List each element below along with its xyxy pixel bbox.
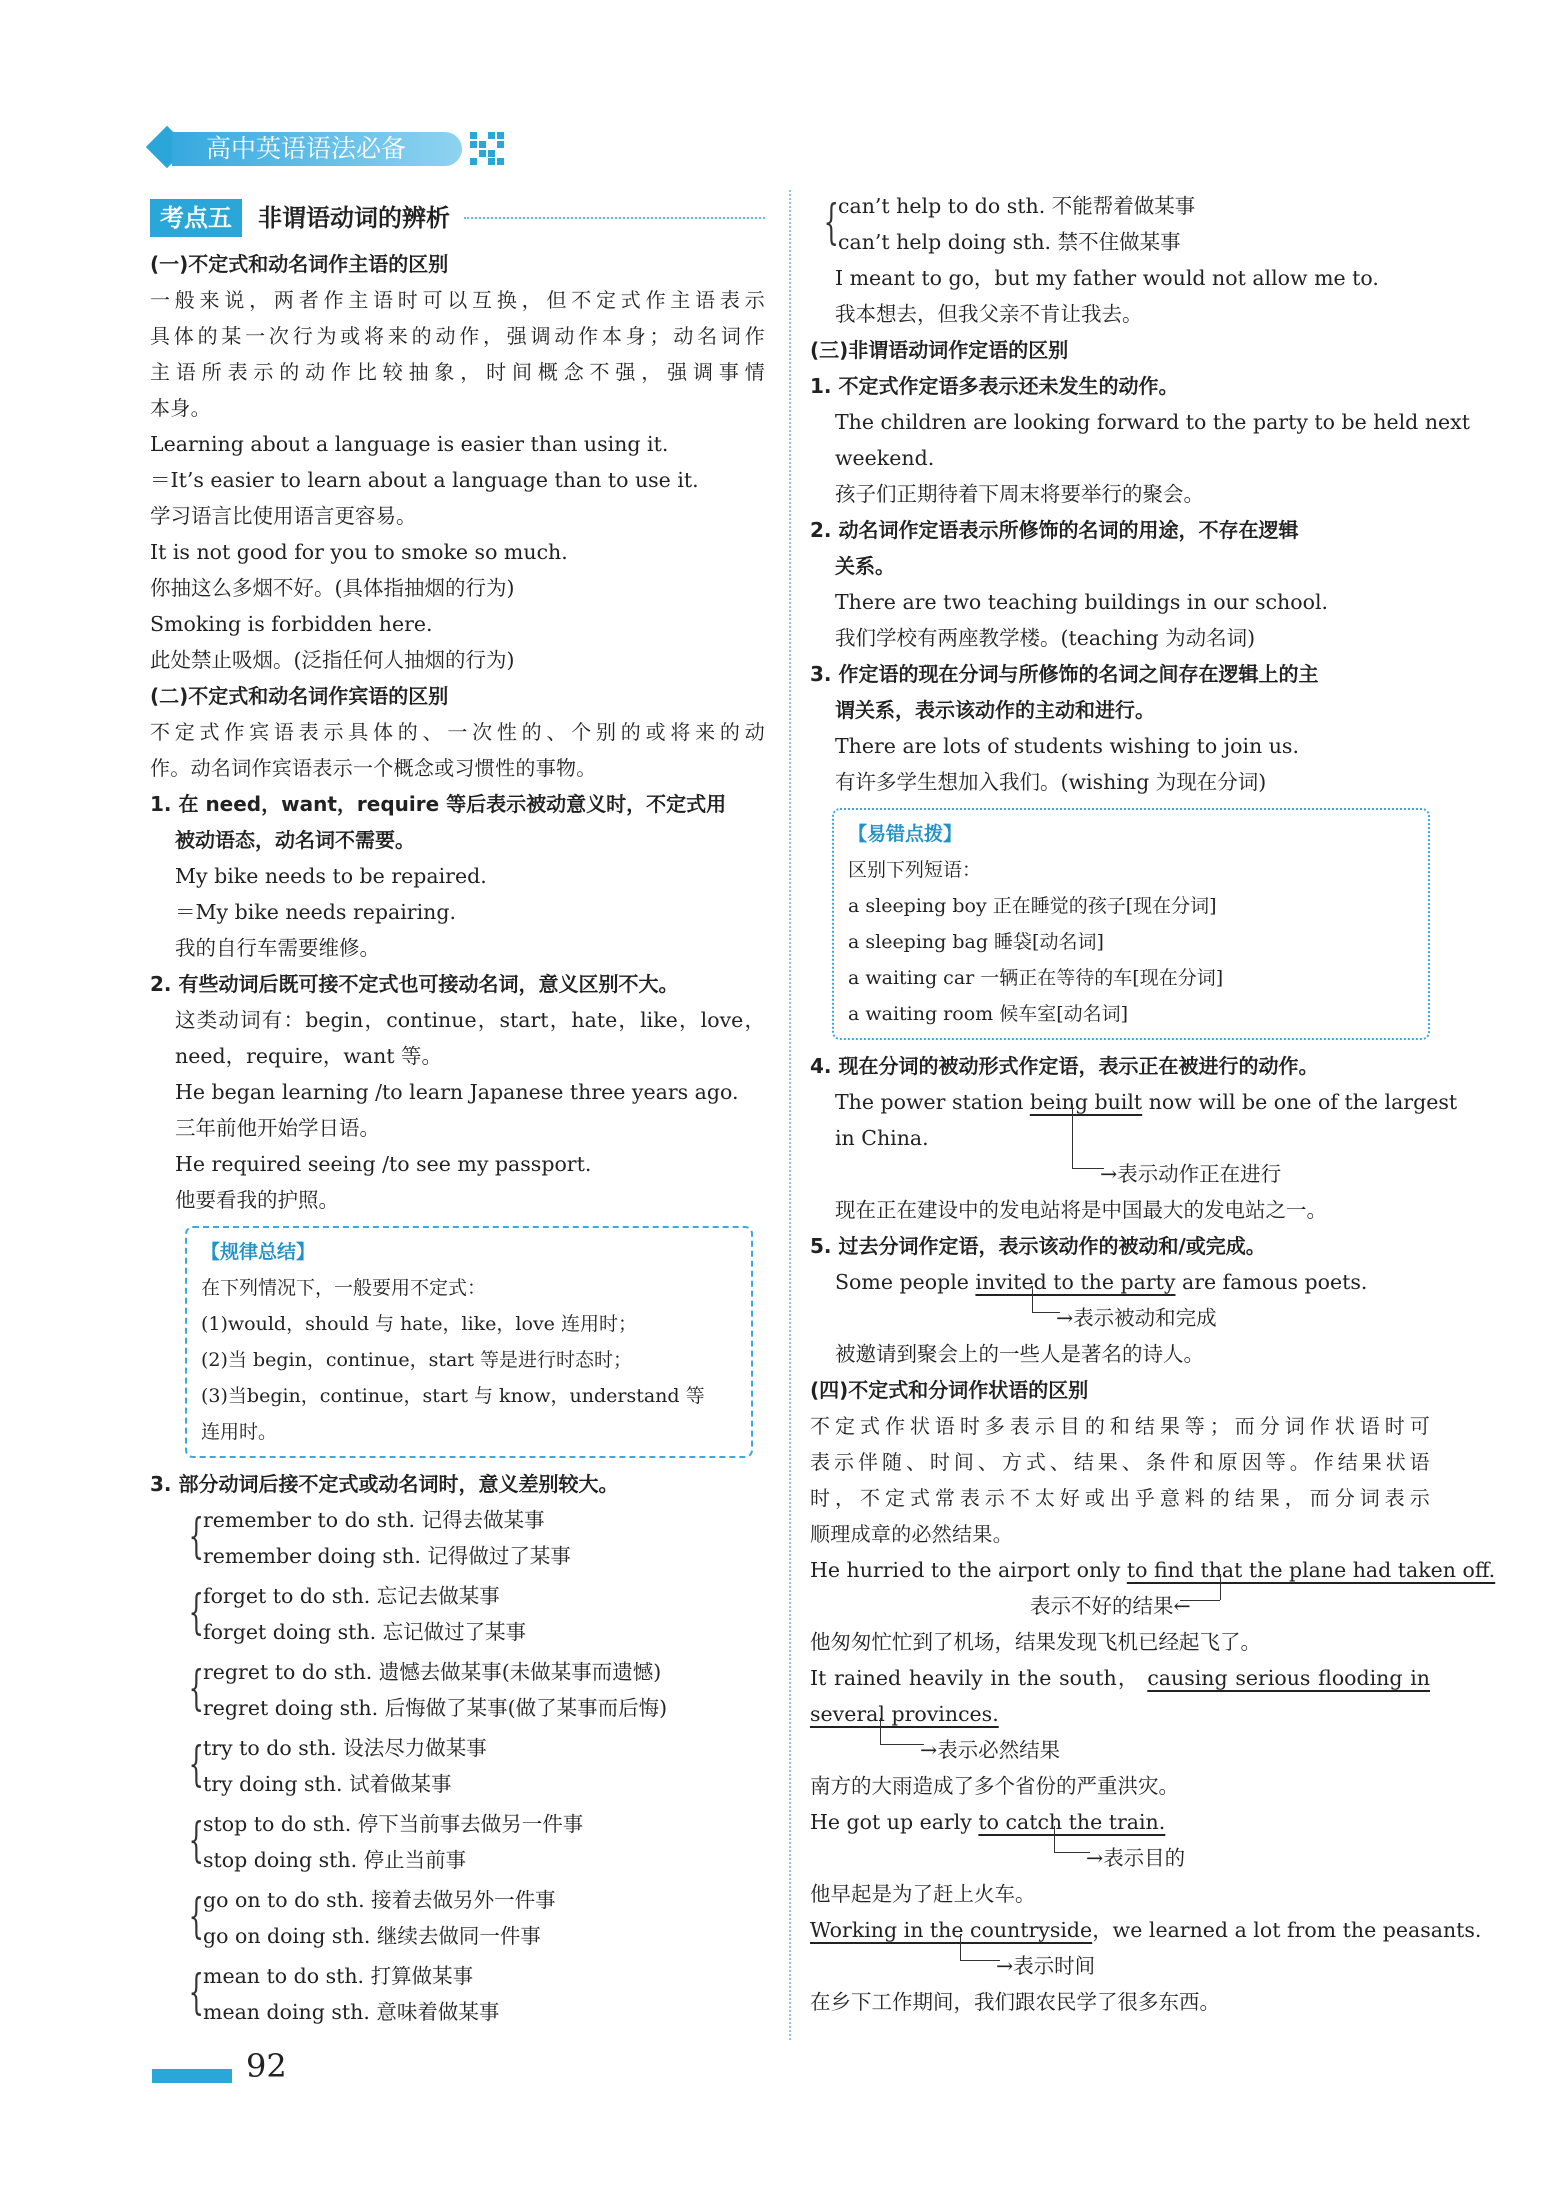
example-line (810, 1912, 1482, 1948)
arrow-shaft (880, 1744, 924, 1745)
pair-line: { mean to do sth. 打算做某事 (203, 1964, 474, 1988)
example-line: ＝It’s easier to learn about a language than to use it. (150, 468, 699, 492)
header-title: 高中英语语法必备 (206, 134, 407, 163)
example-line: 我的自行车需要维修。 (175, 936, 380, 960)
pair-line: { stop to do sth. 停下当前事去做另一件事 (203, 1812, 584, 1836)
example-line: He began learning /to learn Japanese three years ago. (175, 1080, 739, 1104)
example-line: 此处禁止吸烟。(泛指任何人抽烟的行为) (150, 648, 515, 672)
arrow-shaft (1054, 1852, 1090, 1853)
point-heading: 关系。 (835, 554, 895, 578)
underlined-phrase: several provinces. (810, 1702, 999, 1726)
point-heading: 3. 作定语的现在分词与所修饰的名词之间存在逻辑上的主 (810, 662, 1319, 686)
pair-line: regret doing sth. 后悔做了某事(做了某事而后悔) (203, 1696, 668, 1720)
paragraph-line: 不定式作状语时多表示目的和结果等；而分词作状语时可 (810, 1414, 1430, 1438)
example-line: 南方的大雨造成了多个省份的严重洪灾。 (810, 1774, 1179, 1798)
pair-line: { remember to do sth. 记得去做某事 (203, 1508, 545, 1532)
underlined-phrase: to find that the plane had taken off. (1126, 1558, 1496, 1582)
arrow-stem (960, 1934, 961, 1960)
example-line: There are lots of students wishing to join us. (835, 734, 1299, 758)
example-line: 这类动词有：begin，continue，start，hate，like，love， (175, 1008, 765, 1032)
annotation-text: →表示被动和完成 (1056, 1306, 1217, 1330)
arrow-stem (1054, 1826, 1055, 1852)
underlined-phrase: causing serious flooding in (1147, 1666, 1430, 1690)
example-line (810, 1696, 1430, 1732)
example-line: 我本想去，但我父亲不肯让我去。 (835, 302, 1143, 326)
section-title: (二)不定式和动名词作宾语的区别 (150, 684, 449, 708)
arrow-stem (880, 1718, 881, 1744)
annotation-arrow (810, 1948, 1430, 1984)
paragraph-line: 作。动名词作宾语表示一个概念或习惯性的事物。 (150, 756, 597, 780)
text-span: now will be one of the largest (1142, 1090, 1458, 1114)
box-line: a waiting car 一辆正在等待的车[现在分词] (848, 967, 1224, 989)
verb-pair (175, 1654, 765, 1726)
example-line: There are two teaching buildings in our school. (835, 590, 1329, 614)
example-line: 孩子们正期待着下周末将要举行的聚会。 (835, 482, 1204, 506)
annotation-arrow (810, 1156, 1430, 1192)
box-title: 【易错点拨】 (848, 823, 963, 845)
annotation-arrow (810, 1840, 1430, 1876)
point-heading: 谓关系，表示该动作的主动和进行。 (835, 698, 1155, 722)
box-line: (1)would，should 与 hate，like，love 连用时； (201, 1313, 637, 1335)
running-header (152, 128, 512, 170)
example-line: ＝My bike needs repairing. (175, 900, 456, 924)
verb-pair (810, 188, 1430, 260)
verb-pair (175, 1578, 765, 1650)
pair-line: go on doing sth. 继续去做同一件事 (203, 1924, 541, 1948)
annotation-text: 表示不好的结果← (1030, 1594, 1191, 1618)
verb-pair (175, 1958, 765, 2030)
verb-pair (175, 1730, 765, 1802)
example-line: in China. (835, 1126, 929, 1150)
paragraph-line: 表示伴随、时间、方式、结果、条件和原因等。作结果状语 (810, 1450, 1430, 1474)
pair-line: try doing sth. 试着做某事 (203, 1772, 452, 1796)
arrow-shaft (960, 1960, 1000, 1961)
box-line: a sleeping bag 睡袋[动名词] (848, 931, 1104, 953)
verb-pair (175, 1882, 765, 1954)
annotation-text: →表示目的 (1086, 1846, 1186, 1870)
pair-line: can’t help doing sth. 禁不住做某事 (838, 230, 1181, 254)
example-line: weekend. (835, 446, 935, 470)
underlined-phrase: invited to the party (975, 1270, 1176, 1294)
underlined-phrase: to catch the train. (978, 1810, 1166, 1834)
example-line: My bike needs to be repaired. (175, 864, 487, 888)
pair-line: remember doing sth. 记得做过了某事 (203, 1544, 571, 1568)
paragraph-line: 时，不定式常表示不太好或出乎意料的结果，而分词表示 (810, 1486, 1430, 1510)
point-heading: 3. 部分动词后接不定式或动名词时，意义差别较大。 (150, 1472, 619, 1496)
text-span: He got up early (810, 1810, 979, 1834)
pixel-dots-icon (470, 132, 504, 166)
point-heading: 1. 在 need，want，require 等后表示被动意义时，不定式用 (150, 792, 727, 816)
verb-pair (175, 1502, 765, 1574)
example-line: 有许多学生想加入我们。(wishing 为现在分词) (835, 770, 1267, 794)
error-tips-box (832, 808, 1430, 1040)
page-number-bar (152, 2069, 232, 2083)
pair-line: stop doing sth. 停止当前事 (203, 1848, 467, 1872)
annotation-label: 表示时间 (1013, 1954, 1096, 1978)
verb-pair (175, 1806, 765, 1878)
text-span: He hurried to the airport only (810, 1558, 1127, 1582)
column-divider (789, 190, 791, 2040)
example-line: Learning about a language is easier than using it. (150, 432, 669, 456)
annotation-text: →表示动作正在进行 (1100, 1162, 1282, 1186)
box-line: a waiting room 候车室[动名词] (848, 1003, 1129, 1025)
example-line: The children are looking forward to the party to be held next (835, 410, 1470, 434)
section-title: (三)非谓语动词作定语的区别 (810, 338, 1069, 362)
section-title: (一)不定式和动名词作主语的区别 (150, 252, 449, 276)
example-line: 被邀请到聚会上的一些人是著名的诗人。 (835, 1342, 1204, 1366)
pair-line: forget doing sth. 忘记做过了某事 (203, 1620, 527, 1644)
text-span: Some people (835, 1270, 976, 1294)
text-span: ，we learned a lot from the peasants. (1092, 1918, 1482, 1942)
box-line: 区别下列短语： (848, 859, 982, 881)
example-line: 现在正在建设中的发电站将是中国最大的发电站之一。 (835, 1198, 1327, 1222)
arrow-stem (1072, 1104, 1073, 1168)
section-title: (四)不定式和分词作状语的区别 (810, 1378, 1089, 1402)
annotation-arrow (810, 1732, 1430, 1768)
paragraph-line: 具体的某一次行为或将来的动作，强调动作本身；动名词作 (150, 324, 765, 348)
point-heading: 4. 现在分词的被动形式作定语，表示正在被进行的动作。 (810, 1054, 1319, 1078)
point-heading: 5. 过去分词作定语，表示该动作的被动和/或完成。 (810, 1234, 1266, 1258)
dotted-rule (464, 217, 765, 219)
example-line: It is not good for you to smoke so much. (150, 540, 568, 564)
example-line (810, 1552, 1496, 1588)
annotation-label: 表示必然结果 (937, 1738, 1061, 1762)
page-number: 92 (246, 2047, 287, 2085)
paragraph-line: 一般来说，两者作主语时可以互换，但不定式作主语表示 (150, 288, 765, 312)
example-line: 他要看我的护照。 (175, 1188, 339, 1212)
box-line: 连用时。 (201, 1421, 278, 1443)
box-line: (3)当begin，continue，start 与 know，understand 等 (201, 1385, 705, 1407)
example-line: 在乡下工作期间，我们跟农民学了很多东西。 (810, 1990, 1220, 2014)
point-heading: 被动语态，动名词不需要。 (175, 828, 415, 852)
example-line: 学习语言比使用语言更容易。 (150, 504, 417, 528)
pair-line: { try to do sth. 设法尽力做某事 (203, 1736, 487, 1760)
example-line: Smoking is forbidden here. (150, 612, 433, 636)
text-span: The power station (835, 1090, 1030, 1114)
annotation-text: →表示必然结果 (920, 1738, 1061, 1762)
paragraph-line: 顺理成章的必然结果。 (810, 1522, 1013, 1546)
pair-line: { regret to do sth. 遗憾去做某事(未做某事而遗憾) (203, 1660, 662, 1684)
annotation-label: 表示不好的结果 (1030, 1594, 1174, 1618)
underlined-phrase: being built (1029, 1090, 1143, 1114)
box-line: 在下列情况下，一般要用不定式： (201, 1277, 487, 1299)
annotation-label: 表示动作正在进行 (1117, 1162, 1282, 1186)
example-line (810, 1804, 1430, 1840)
point-heading: 1. 不定式作定语多表示还未发生的动作。 (810, 374, 1179, 398)
pair-line: { forget to do sth. 忘记去做某事 (203, 1584, 500, 1608)
point-heading: 2. 有些动词后既可接不定式也可接动名词，意义区别不大。 (150, 972, 679, 996)
example-line: 他匆匆忙忙到了机场，结果发现飞机已经起飞了。 (810, 1630, 1261, 1654)
annotation-label: 表示目的 (1103, 1846, 1186, 1870)
rule-summary-box (185, 1226, 753, 1458)
paragraph-line: 不定式作宾语表示具体的、一次性的、个别的或将来的动 (150, 720, 765, 744)
example-line: 我们学校有两座教学楼。(teaching 为动名词) (835, 626, 1256, 650)
pair-line: { go on to do sth. 接着去做另外一件事 (203, 1888, 556, 1912)
verb-pair-list (150, 1502, 765, 2030)
right-column (810, 188, 1496, 2020)
box-line: a sleeping boy 正在睡觉的孩子[现在分词] (848, 895, 1217, 917)
text-span: It rained heavily in the south， (810, 1666, 1140, 1690)
topic-name: 非谓语动词的辨析 (258, 204, 450, 232)
annotation-text: →表示时间 (996, 1954, 1096, 1978)
topic-tag: 考点五 (150, 199, 242, 237)
pair-line: mean doing sth. 意味着做某事 (203, 2000, 500, 2024)
box-line: (2)当 begin，continue，start 等是进行时态时； (201, 1349, 633, 1371)
paragraph-line: 本身。 (150, 396, 211, 420)
annotation-arrow (810, 1588, 1430, 1624)
example-line: 你抽这么多烟不好。(具体指抽烟的行为) (150, 576, 515, 600)
example-line (810, 1084, 1458, 1120)
example-line: 他早起是为了赶上火车。 (810, 1882, 1036, 1906)
box-title: 【规律总结】 (201, 1241, 316, 1263)
paragraph-line: 主语所表示的动作比较抽象，时间概念不强，强调事情 (150, 360, 765, 384)
example-line: He required seeing /to see my passport. (175, 1152, 592, 1176)
topic-heading (150, 196, 765, 240)
point-heading: 2. 动名词作定语表示所修饰的名词的用途，不存在逻辑 (810, 518, 1299, 542)
arrow-stem (1220, 1574, 1221, 1600)
example-line (810, 1264, 1430, 1300)
example-line: 三年前他开始学日语。 (175, 1116, 380, 1140)
annotation-arrow (810, 1300, 1430, 1336)
arrow-stem (1032, 1286, 1033, 1312)
left-column (150, 196, 765, 2034)
underlined-phrase: Working in the countryside (810, 1918, 1093, 1942)
example-line: need，require，want 等。 (175, 1044, 443, 1068)
example-line: I meant to go，but my father would not allow me to. (835, 266, 1379, 290)
pair-line: { can’t help to do sth. 不能帮着做某事 (838, 194, 1196, 218)
annotation-label: 表示被动和完成 (1073, 1306, 1217, 1330)
text-span: are famous poets. (1175, 1270, 1368, 1294)
example-line (810, 1660, 1430, 1696)
arrow-shaft (1180, 1600, 1220, 1601)
